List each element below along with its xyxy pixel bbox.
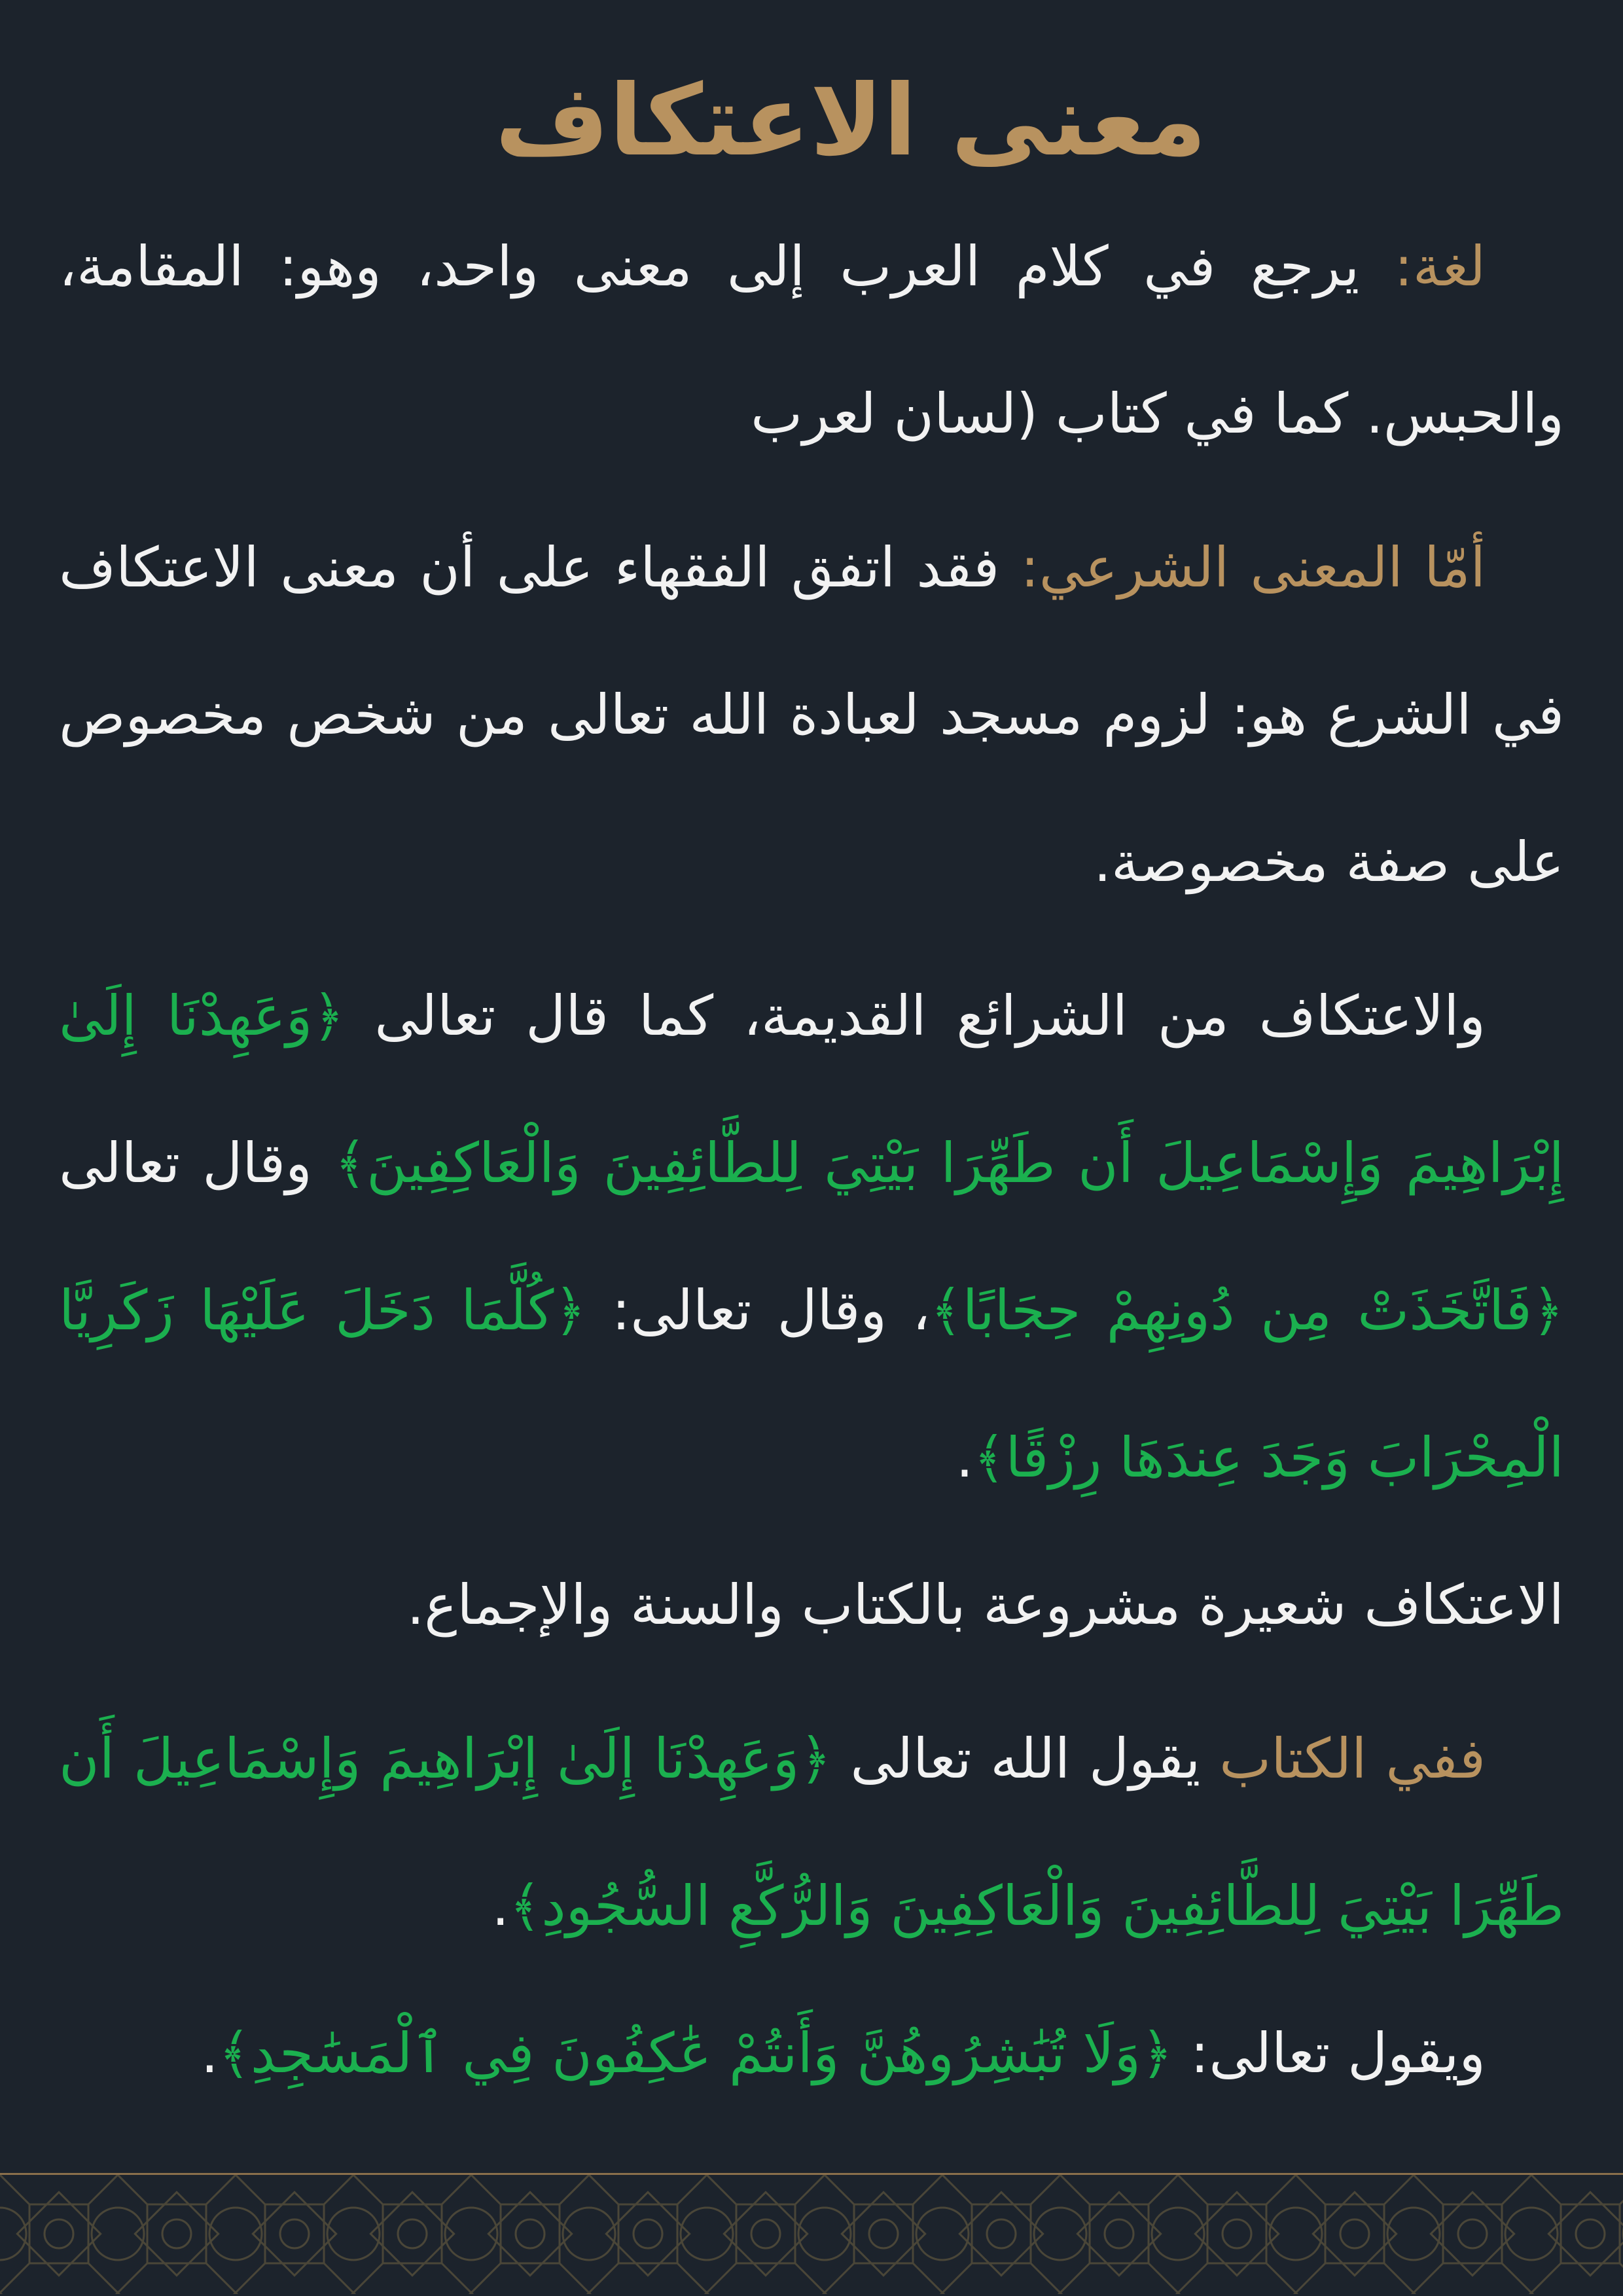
paragraph-linguistic-meaning bbox=[59, 193, 1564, 488]
text-segment: . bbox=[491, 1874, 510, 1938]
label-book: ففي الكتاب bbox=[1219, 1727, 1486, 1791]
quran-verse: ﴿وَعَهِدْنَا إِلَىٰ إِبْرَاهِيمَ وَإِسْمَاعِيلَ أَن طَهِّرَا بَيْتِيَ لِلطَّائِفِينَ وَالْعَاكِفِينَ﴾ bbox=[59, 984, 1564, 1195]
paragraph-book-evidence bbox=[59, 1685, 1564, 1980]
text-segment: ويقول تعالى: bbox=[1173, 2021, 1486, 2085]
quran-verse: ﴿وَعَهِدْنَا إِلَىٰ إِبْرَاهِيمَ وَإِسْمَاعِيلَ أَن طَهِّرَا بَيْتِيَ لِلطَّائِفِينَ وَالْعَاكِفِينَ وَالرُّكَّعِ السُّجُودِ﴾ bbox=[59, 1727, 1564, 1938]
paragraph-legitimacy: الاعتكاف شعيرة مشروعة بالكتاب والسنة والإجماع. bbox=[406, 1573, 1564, 1637]
footer-ornament-band bbox=[0, 2173, 1623, 2296]
paragraph-legal-meaning bbox=[59, 494, 1564, 936]
quran-verse: ﴿كُلَّمَا دَخَلَ عَلَيْهَا زَكَرِيَّا الْمِحْرَابَ وَجَدَ عِندَهَا رِزْقًا﴾ bbox=[59, 1278, 1564, 1490]
paragraph-verse-mosques bbox=[59, 1980, 1564, 2127]
label-legal: أمّا المعنى الشرعي: bbox=[1020, 535, 1486, 600]
document-page bbox=[59, 0, 1564, 2127]
paragraph-ancient-laws bbox=[59, 942, 1564, 1532]
text-segment: وقال تعالى bbox=[59, 1131, 334, 1195]
text-legal: فقد اتفق الفقهاء على أن معنى الاعتكاف في الشرع هو: لزوم مسجد لعبادة الله تعالى من شخص مخصوص على صفة مخصوصة. bbox=[59, 535, 1564, 894]
quran-verse: ﴿وَلَا تُبَٰشِرُوهُنَّ وَأَنتُمْ عَٰكِفُونَ فِي ٱلْمَسَٰجِدِ﴾ bbox=[218, 2021, 1173, 2085]
page-title: معنى الاعتكاف bbox=[495, 64, 1207, 178]
label-linguistic: لغة: bbox=[1394, 234, 1486, 298]
quran-verse: ﴿فَاتَّخَذَتْ مِن دُونِهِمْ حِجَابًا﴾ bbox=[930, 1278, 1564, 1342]
text-segment: . bbox=[200, 2021, 219, 2085]
text-linguistic: يرجع في كلام العرب إلى معنى واحد، وهو: المقامة، والحبس. كما في كتاب (لسان لعرب bbox=[59, 234, 1564, 446]
text-segment: ، وقال تعالى: bbox=[586, 1278, 931, 1342]
text-segment: . bbox=[955, 1426, 974, 1490]
text-segment: والاعتكاف من الشرائع القديمة، كما قال تعالى bbox=[344, 984, 1486, 1048]
geometric-pattern-icon bbox=[0, 2175, 1623, 2294]
text-segment: يقول الله تعالى bbox=[831, 1727, 1220, 1791]
